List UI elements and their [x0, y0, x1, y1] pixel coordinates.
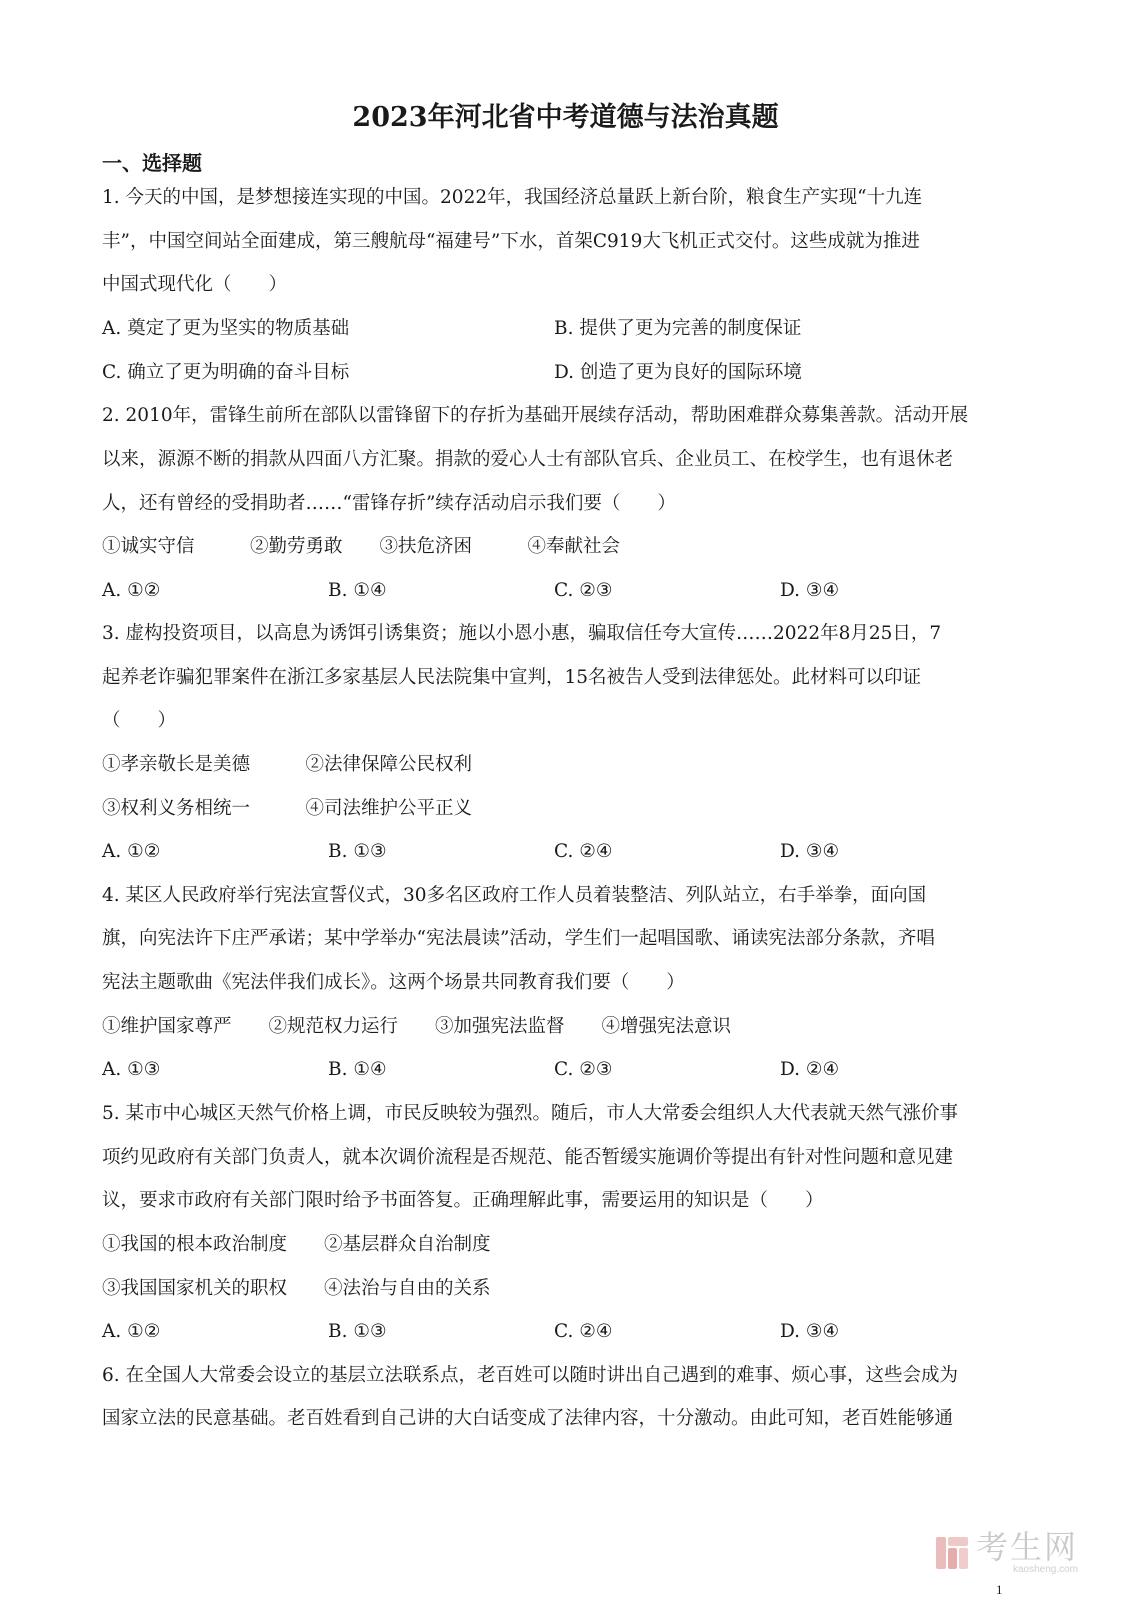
q4-option-a: A. ①③ — [102, 1059, 161, 1080]
q3-option-a: A. ①② — [102, 841, 161, 862]
page-title: 2023年河北省中考道德与法治真题 — [352, 102, 779, 133]
q2-option-c: C. ②③ — [554, 580, 613, 601]
q1-option-b: B. 提供了更为完善的制度保证 — [554, 318, 802, 339]
q1-line-1: 1. 今天的中国，是梦想接连实现的中国。2022年，我国经济总量跃上新台阶，粮食生产实现“十九连 — [102, 187, 923, 208]
watermark — [934, 1528, 1079, 1575]
q5-option-b: B. ①③ — [328, 1321, 387, 1342]
q1-option-a: A. 奠定了更为坚实的物质基础 — [102, 318, 350, 339]
q4-line-2: 旗，向宪法许下庄严承诺；某中学举办“宪法晨读”活动，学生们一起唱国歌、诵读宪法部分条款，齐唱 — [102, 928, 935, 949]
q5-statements-2: ③我国国家机关的职权 ④法治与自由的关系 — [102, 1278, 491, 1299]
q4-option-b: B. ①④ — [328, 1059, 387, 1080]
q2-line-3: 人，还有曾经的受捐助者……“雷锋存折”续存活动启示我们要（ ） — [102, 493, 676, 514]
q3-option-d: D. ③④ — [780, 841, 840, 862]
q4-statements: ①维护国家尊严 ②规范权力运行 ③加强宪法监督 ④增强宪法意识 — [102, 1016, 732, 1037]
q3-statements-2: ③权利义务相统一 ④司法维护公平正义 — [102, 798, 473, 819]
q3-line-2: 起养老诈骗犯罪案件在浙江多家基层人民法院集中宣判，15名被告人受到法律惩处。此材料可以印证 — [102, 667, 922, 688]
q2-option-a: A. ①② — [102, 580, 161, 601]
q5-option-a: A. ①② — [102, 1321, 161, 1342]
page-number: 1 — [996, 1582, 1003, 1597]
q3-option-b: B. ①③ — [328, 841, 387, 862]
kaosheng-logo-icon — [934, 1535, 970, 1571]
q5-option-c: C. ②④ — [554, 1321, 613, 1342]
q1-line-2: 丰”，中国空间站全面建成，第三艘航母“福建号”下水，首架C919大飞机正式交付。这些成就为推进 — [102, 231, 920, 252]
watermark-text: 考生网 — [976, 1528, 1079, 1566]
q3-line-1: 3. 虚构投资项目，以高息为诱饵引诱集资；施以小恩小惠，骗取信任夸大宣传……2022年8月25日，7 — [102, 623, 942, 644]
section-heading: 一、选择题 — [102, 151, 202, 175]
q3-statements-1: ①孝亲敬长是美德 ②法律保障公民权利 — [102, 754, 473, 775]
q1-option-d: D. 创造了更为良好的国际环境 — [554, 362, 802, 383]
q5-option-d: D. ③④ — [780, 1321, 840, 1342]
q5-statements-1: ①我国的根本政治制度 ②基层群众自治制度 — [102, 1234, 491, 1255]
q3-line-3: （ ） — [102, 710, 177, 731]
q5-line-2: 项约见政府有关部门负责人，就本次调价流程是否规范、能否暂缓实施调价等提出有针对性问题和意见建 — [102, 1147, 954, 1168]
q1-line-3: 中国式现代化（ ） — [102, 274, 288, 295]
q5-line-3: 议，要求市政府有关部门限时给予书面答复。正确理解此事，需要运用的知识是（ ） — [102, 1190, 824, 1211]
q2-option-d: D. ③④ — [780, 580, 840, 601]
q2-line-1: 2. 2010年，雷锋生前所在部队以雷锋留下的存折为基础开展续存活动，帮助困难群众募集善款。活动开展 — [102, 405, 969, 426]
q3-option-c: C. ②④ — [554, 841, 613, 862]
q4-option-c: C. ②③ — [554, 1059, 613, 1080]
watermark-url: kaosheng.com — [1012, 1564, 1079, 1575]
q2-line-2: 以来，源源不断的捐款从四面八方汇聚。捐款的爱心人士有部队官兵、企业员工、在校学生，也有退休老 — [102, 449, 954, 470]
q4-line-3: 宪法主题歌曲《宪法伴我们成长》。这两个场景共同教育我们要（ ） — [102, 972, 685, 993]
q5-line-1: 5. 某市中心城区天然气价格上调，市民反映较为强烈。随后，市人大常委会组织人大代表就天然气涨价事 — [102, 1103, 959, 1124]
q4-option-d: D. ②④ — [780, 1059, 840, 1080]
q6-line-2: 国家立法的民意基础。老百姓看到自己讲的大白话变成了法律内容，十分激动。由此可知，老百姓能够通 — [102, 1408, 954, 1429]
q4-line-1: 4. 某区人民政府举行宪法宣誓仪式，30多名区政府工作人员着装整洁、列队站立，右手举拳，面向国 — [102, 885, 927, 906]
q6-line-1: 6. 在全国人大常委会设立的基层立法联系点，老百姓可以随时讲出自己遇到的难事、烦心事，这些会成为 — [102, 1365, 959, 1386]
q2-statements: ①诚实守信 ②勤劳勇敢 ③扶危济困 ④奉献社会 — [102, 536, 621, 557]
q1-option-c: C. 确立了更为明确的奋斗目标 — [102, 362, 350, 383]
q2-option-b: B. ①④ — [328, 580, 387, 601]
